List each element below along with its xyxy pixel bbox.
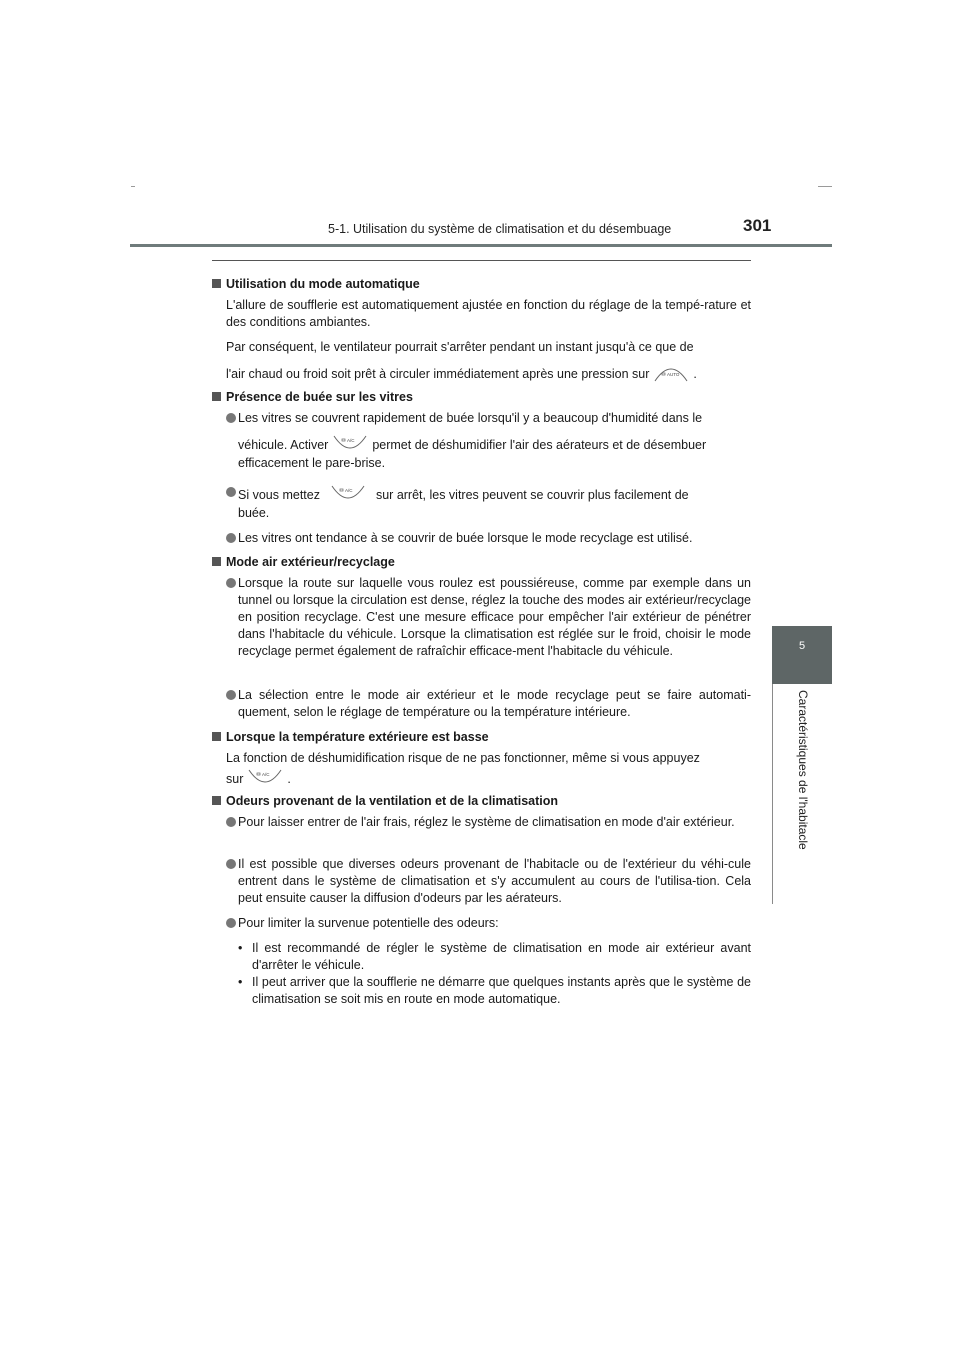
page-header <box>130 216 832 248</box>
round-bullet-icon <box>226 918 236 928</box>
round-bullet-icon <box>226 533 236 543</box>
crop-mark-right <box>818 186 832 187</box>
square-bullet-icon <box>212 557 221 566</box>
svg-text:A/C: A/C <box>347 438 355 443</box>
square-bullet-icon <box>212 279 221 288</box>
section-heading-air-mode: Mode air extérieur/recyclage <box>212 555 395 569</box>
round-bullet-icon <box>226 487 236 497</box>
section-heading-fog: Présence de buée sur les vitres <box>212 390 413 404</box>
list-item: Pour laisser entrer de l'air frais, réglez le système de climatisation en mode d'air extérieur. <box>226 814 751 831</box>
list-item: Les vitres ont tendance à se couvrir de buée lorsque le mode recyclage est utilisé. <box>226 530 751 547</box>
round-bullet-icon <box>226 578 236 588</box>
round-bullet-icon <box>226 413 236 423</box>
header-rule <box>130 244 832 247</box>
paragraph: l'air chaud ou froid soit prêt à circuler immédiatement après une pression sur AUTO . <box>226 363 751 383</box>
square-bullet-icon <box>212 392 221 401</box>
sub-list-item: • Il peut arriver que la soufflerie ne démarre que quelques instants après que le système de climatisation se soit mis en route en mode automatique. <box>238 975 751 1006</box>
auto-button-icon <box>653 363 689 383</box>
chapter-tab <box>772 626 832 684</box>
list-item: Pour limiter la survenue potentielle des odeurs: <box>226 915 751 932</box>
list-item: Les vitres se couvrent rapidement de buée lorsqu'il y a beaucoup d'humidité dans le <box>226 410 751 427</box>
list-item: Si vous mettez A/C sur arrêt, les vitres peuvent se couvrir plus facilement de <box>226 484 751 504</box>
svg-text:AUTO: AUTO <box>667 372 680 377</box>
side-divider <box>772 684 773 904</box>
round-bullet-icon <box>226 690 236 700</box>
list-item: buée. <box>238 506 270 520</box>
chapter-side-label: Caractéristiques de l'habitacle <box>796 690 810 850</box>
section-heading-auto-mode: Utilisation du mode automatique <box>212 277 420 291</box>
svg-text:A/C: A/C <box>262 772 270 777</box>
list-item: efficacement le pare-brise. <box>238 456 386 470</box>
list-item: Lorsque la route sur laquelle vous roulez est poussiéreuse, comme par exemple dans un tunnel ou lorsque la circulation est dense, réglez la touche des modes air extérieur/recyclage en position recyclage. C'est une mesure efficace pour empêcher l'air extérieur de pénétrer dans l'habitacle du véhicule. Lorsque la climatisation est réglée sur le froid, choisir le mode recyclage permet également de rafraîchir efficace-ment l'habitacle du véhicule. <box>226 575 751 660</box>
round-bullet-icon <box>226 859 236 869</box>
list-item: Il est possible que diverses odeurs provenant de l'habitacle ou de l'extérieur du véhi-cule entrent dans le système de climatisation et s'y accumulent au cours de l'utilisa-tion. Cela peut ensuite causer la diffusion d'odeurs par les aérateurs. <box>226 856 751 907</box>
section-heading-odors: Odeurs provenant de la ventilation et de la climatisation <box>212 794 558 808</box>
ac-button-icon <box>332 434 368 454</box>
section-heading-low-temp: Lorsque la température extérieure est basse <box>212 730 489 744</box>
paragraph: Par conséquent, le ventilateur pourrait s'arrêter pendant un instant jusqu'à ce que de <box>226 340 694 354</box>
paragraph: La fonction de déshumidification risque de ne pas fonctionner, même si vous appuyez <box>226 751 700 765</box>
square-bullet-icon <box>212 796 221 805</box>
round-bullet-icon <box>226 817 236 827</box>
ac-button-icon <box>247 768 283 788</box>
list-item: véhicule. Activer A/C permet de déshumidifier l'air des aérateurs et de désembuer <box>226 434 751 454</box>
square-bullet-icon <box>212 732 221 741</box>
content-top-rule <box>212 260 751 261</box>
sub-list-item: • Il est recommandé de régler le système de climatisation en mode air extérieur avant d'arrêter le véhicule. <box>238 941 751 972</box>
ac-button-icon <box>330 484 366 504</box>
chapter-title: 5-1. Utilisation du système de climatisation et du désembuage <box>328 222 672 236</box>
list-item: La sélection entre le mode air extérieur et le mode recyclage peut se faire automati-quement, selon le réglage de température ou la température intérieure. <box>226 687 751 721</box>
paragraph: sur A/C . <box>226 768 751 788</box>
chapter-tab-number: 5 <box>798 640 806 652</box>
paragraph: L'allure de soufflerie est automatiquement ajustée en fonction du réglage de la tempé-rature et des conditions ambiantes. <box>226 298 751 329</box>
crop-mark-left <box>131 186 135 187</box>
svg-text:A/C: A/C <box>344 488 353 493</box>
page-number: 301 <box>743 216 772 235</box>
